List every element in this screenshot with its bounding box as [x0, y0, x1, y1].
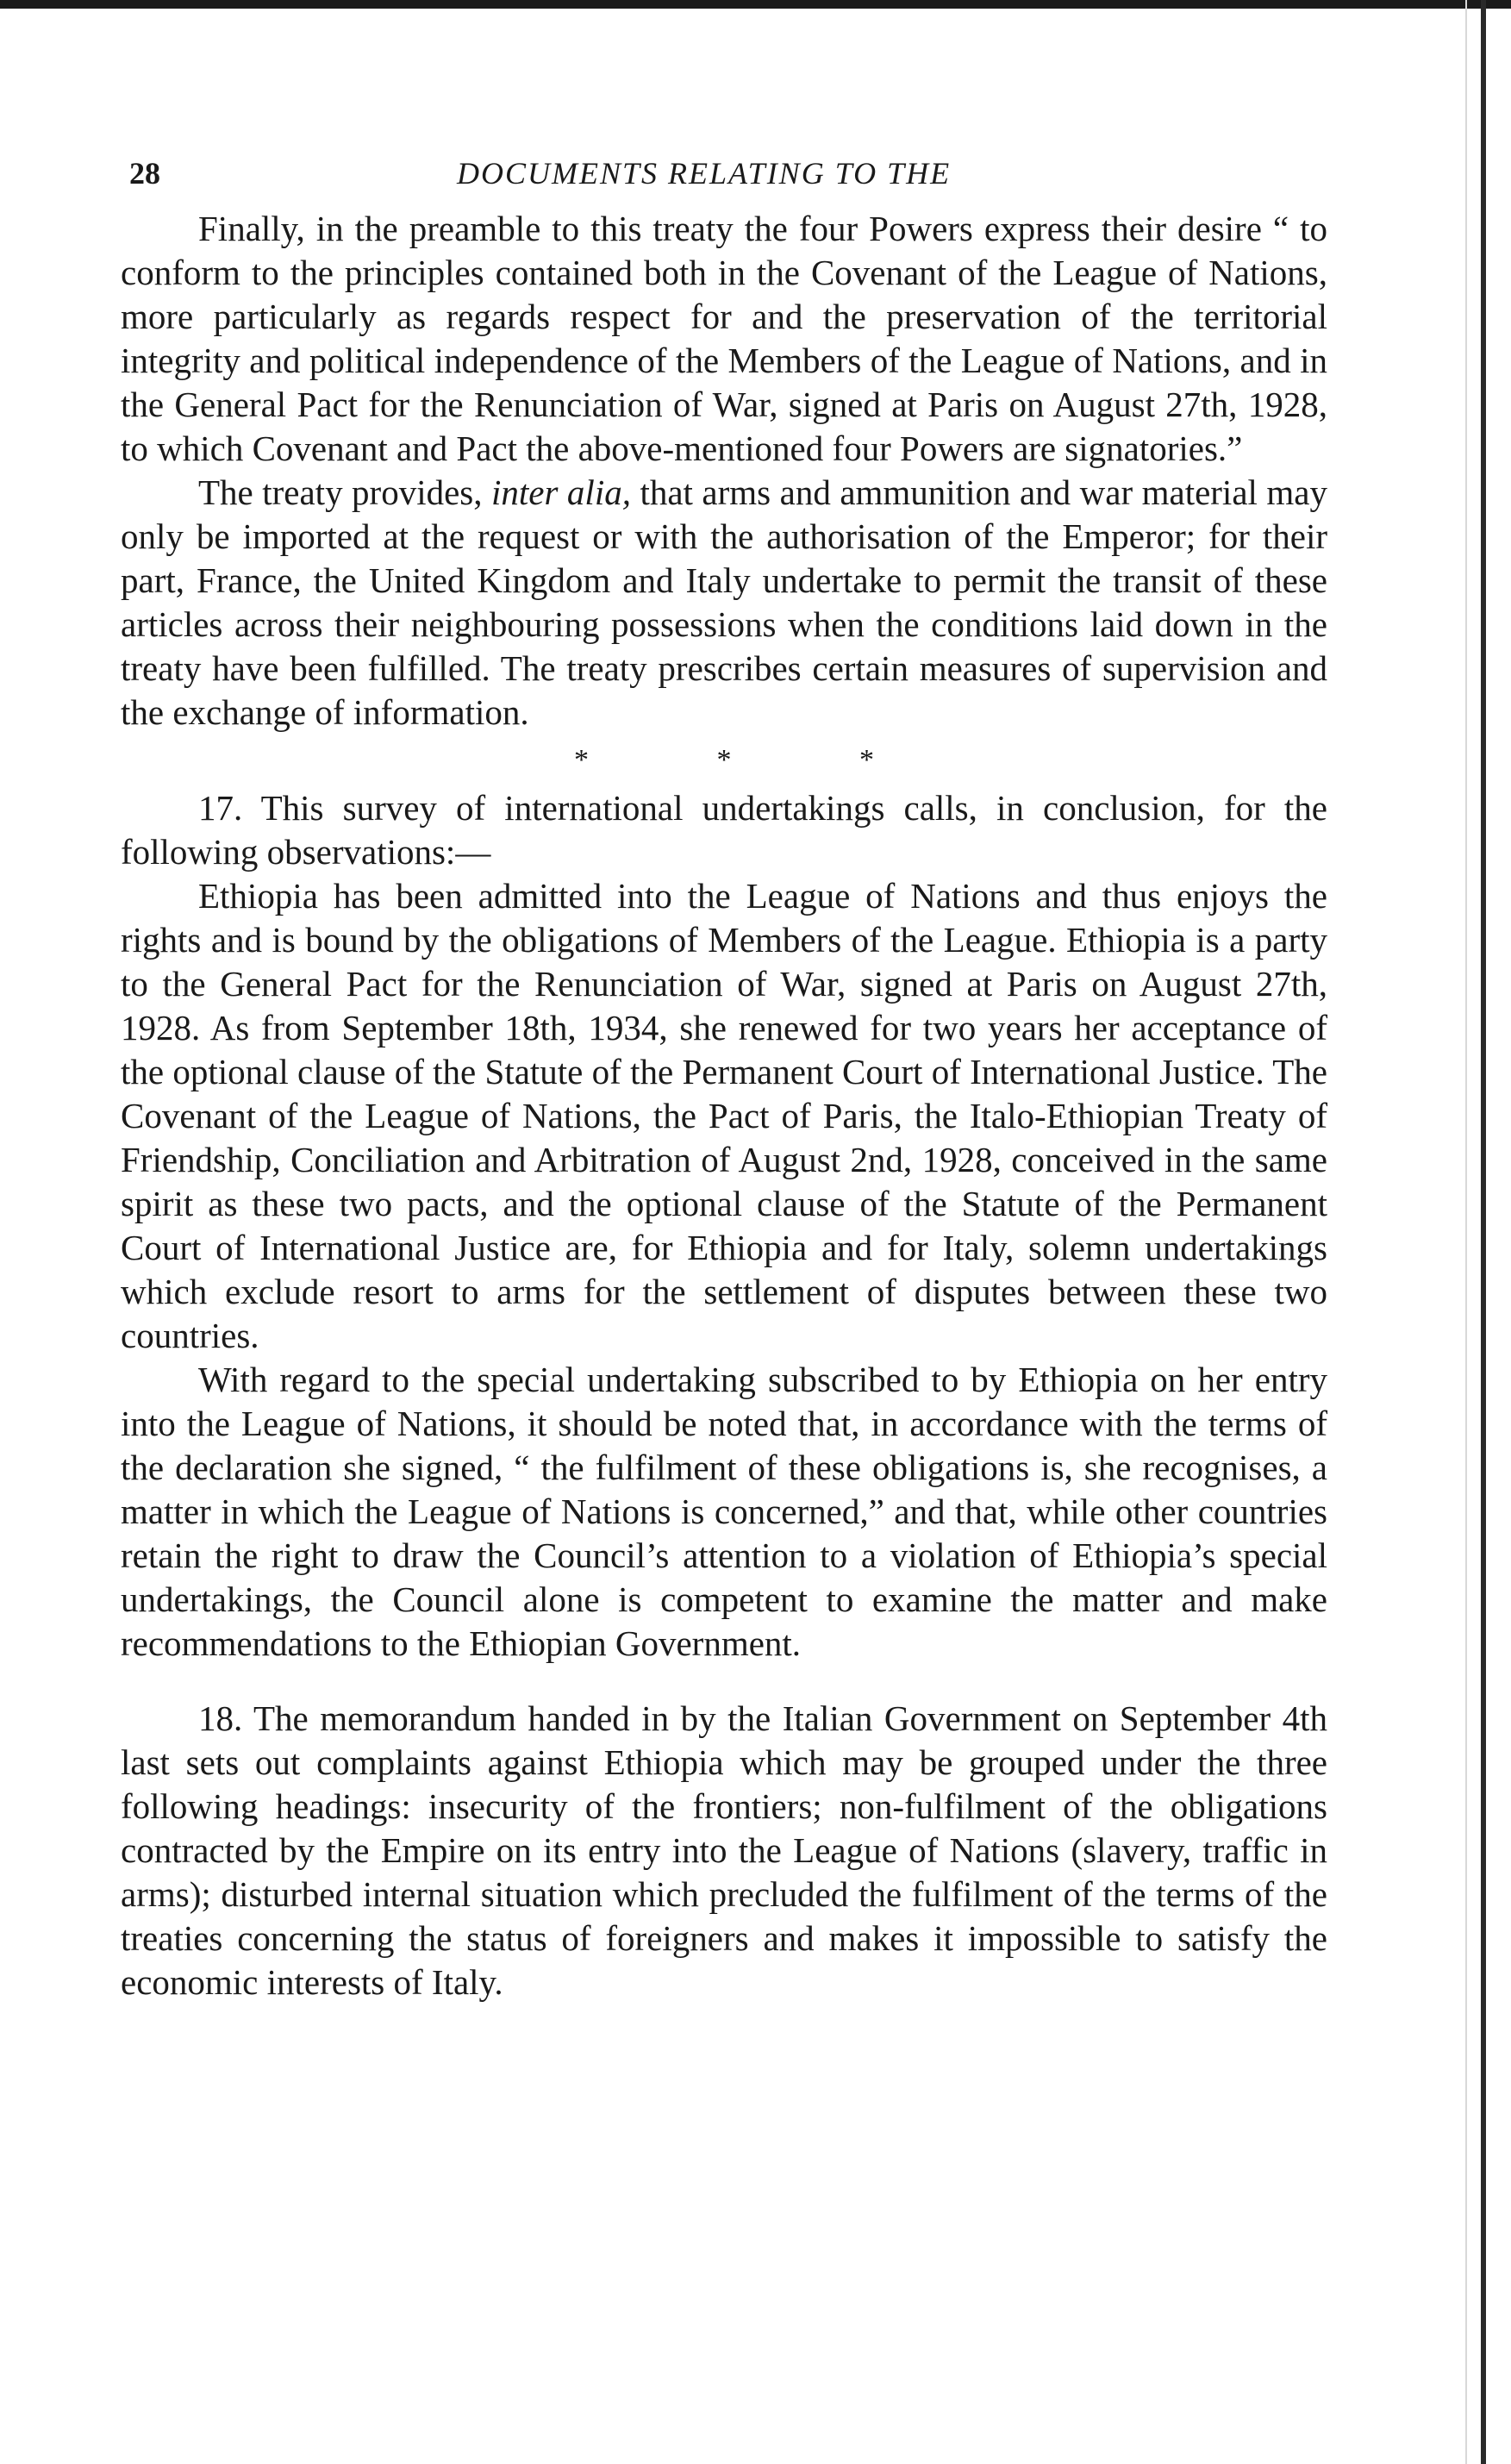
paragraph-preamble: Finally, in the preamble to this treaty the four Powers express their desire “ to conform to the principles contained both in the Covenant of the League of Nations, more particularly as regards respect for and the preservation of the territorial integrity and political independence of the Members of the League of Nations, and in the General Pact for the Renunciation of War, signed at Paris on August 27th, 1928, to which Covenant and Pact the above-mentioned four Powers are signatories.”: [121, 209, 1327, 468]
running-head: [121, 155, 1327, 207]
page-edge-border: [1481, 0, 1486, 2464]
top-border-rule: [0, 0, 1511, 9]
page-fold-line: [1465, 0, 1467, 2464]
paragraph-18-memorandum: 18. The memorandum handed in by the Italian Government on September 4th last sets out complaints against Ethiopia which may be grouped under the three following headings: insecurity of the frontiers; non-fulfilment of the obligations contracted by the Empire on its entry into the League of Nations (slavery, traffic in arms); disturbed internal situation which precluded the fulfilment of the terms of the treaties concerning the status of foreigners and makes it impossible to satisfy the economic interests of Italy.: [121, 1698, 1327, 2002]
paragraph-17-ethiopia-admitted: Ethiopia has been admitted into the League of Nations and thus enjoys the rights and is bound by the obligations of Members of the League. Ethiopia is a party to the General Pact for the Renunciation of War, signed at Paris on August 27th, 1928. As from September 18th, 1934, she renewed for two years her acceptance of the optional clause of the Statute of the Permanent Court of International Justice. The Covenant of the League of Nations, the Pact of Paris, the Italo-Ethiopian Treaty of Friendship, Conciliation and Arbitration of August 2nd, 1928, conceived in the same spirit as these two pacts, and the optional clause of the Statute of the Permanent Court of International Justice are, for Ethiopia and for Italy, solemn undertakings which exclude resort to arms for the settlement of disputes between these two countries.: [121, 876, 1327, 1355]
paragraph-treaty-provisions: [121, 471, 1327, 735]
inter-alia-italic: inter alia,: [491, 472, 631, 512]
section-separator: * * *: [574, 744, 934, 776]
treaty-provisions-rest: that arms and ammunition and war material may only be imported at the request or with the authorisation of the Emperor; for their part, France, the United Kingdom and Italy undertake to permit the transit of these articles across their neighbouring possessions when the conditions laid down in the treaty have been fulfilled. The treaty prescribes certain measures of supervision and the exchange of information.: [121, 472, 1327, 732]
paragraph-17-special-undertaking: With regard to the special undertaking subscribed to by Ethiopia on her entry into the League of Nations, it should be noted that, in accordance with the terms of the declaration she signed, “ the fulfilment of these obligations is, she recognises, a matter in which the League of Nations is concerned,” and that, while other countries retain the right to draw the Council’s attention to a violation of Ethiopia’s special undertakings, the Council alone is competent to examine the matter and make recommendations to the Ethiopian Government.: [121, 1360, 1327, 1663]
body-text: [121, 207, 1327, 2004]
page-number: 28: [129, 156, 160, 191]
treaty-provisions-lead: The treaty provides,: [198, 472, 491, 512]
document-page: [121, 155, 1327, 2004]
running-title: DOCUMENTS RELATING TO THE: [457, 156, 952, 191]
section-gap: [121, 1666, 1327, 1697]
paragraph-17-intro: 17. This survey of international undertakings calls, in conclusion, for the following observations:—: [121, 788, 1327, 872]
